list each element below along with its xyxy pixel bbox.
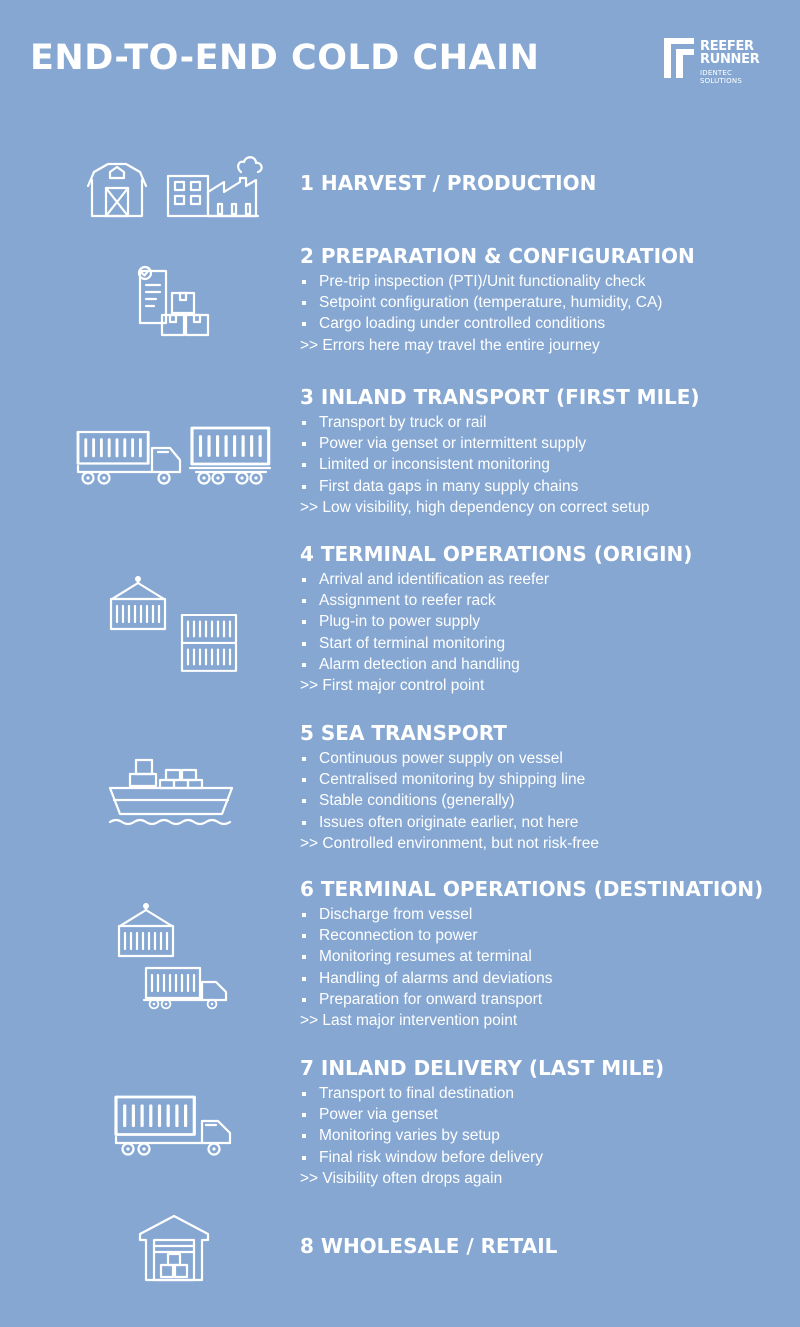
logo-line-1: REEFER	[700, 39, 754, 54]
bullet-item: Start of terminal monitoring	[300, 633, 692, 654]
bullet-item: Preparation for onward transport	[300, 989, 763, 1010]
crane-containers-icon	[108, 577, 240, 673]
reefer-runner-logo	[664, 38, 774, 85]
bullet-item: Cargo loading under controlled conditions	[300, 313, 695, 334]
bullet-item: Setpoint configuration (temperature, humidity, CA)	[300, 292, 695, 313]
step-6-terminal-destination	[0, 876, 800, 1036]
bullet-item: Centralised monitoring by shipping line	[300, 769, 599, 790]
bullet-item: Assignment to reefer rack	[300, 590, 692, 611]
bullet-item: Plug-in to power supply	[300, 611, 692, 632]
bullet-item: Monitoring resumes at terminal	[300, 946, 763, 967]
step-bullets	[300, 748, 599, 833]
step-4-terminal-origin	[0, 541, 800, 701]
bullet-item: Stable conditions (generally)	[300, 790, 599, 811]
step-note: >> Controlled environment, but not risk-free	[300, 834, 599, 852]
step-7-inland-delivery	[0, 1055, 800, 1190]
step-bullets	[300, 904, 763, 1010]
step-bullets	[300, 412, 700, 497]
step-title: 3 INLAND TRANSPORT (FIRST MILE)	[300, 385, 700, 409]
page-title: END-TO-END COLD CHAIN	[30, 38, 540, 78]
bullet-item: Handling of alarms and deviations	[300, 968, 763, 989]
step-title: 8 WHOLESALE / RETAIL	[300, 1234, 558, 1258]
truck-rail-icon	[76, 424, 272, 492]
bullet-item: Power via genset	[300, 1104, 664, 1125]
step-title: 5 SEA TRANSPORT	[300, 721, 507, 745]
logo-line-2: RUNNER	[700, 52, 760, 67]
bullet-item: Discharge from vessel	[300, 904, 763, 925]
step-title: 4 TERMINAL OPERATIONS (ORIGIN)	[300, 542, 693, 566]
barn-factory-icon	[86, 150, 266, 222]
bullet-item: Pre-trip inspection (PTI)/Unit functionality check	[300, 271, 695, 292]
reefer-runner-mark-icon	[664, 38, 694, 78]
bullet-item: Continuous power supply on vessel	[300, 748, 599, 769]
step-title: 1 HARVEST / PRODUCTION	[300, 171, 597, 195]
step-title: 7 INLAND DELIVERY (LAST MILE)	[300, 1056, 665, 1080]
bullet-item: Final risk window before delivery	[300, 1147, 664, 1168]
bullet-item: Issues often originate earlier, not here	[300, 812, 599, 833]
step-title: 6 TERMINAL OPERATIONS (DESTINATION)	[300, 877, 764, 901]
bullet-item: First data gaps in many supply chains	[300, 476, 700, 497]
bullet-item: Power via genset or intermittent supply	[300, 433, 700, 454]
bullet-item: Arrival and identification as reefer	[300, 569, 692, 590]
logo-line-3: IDENTEC SOLUTIONS	[700, 69, 742, 85]
step-3-inland-transport	[0, 384, 800, 519]
step-note: >> First major control point	[300, 677, 485, 695]
step-2-preparation	[0, 243, 800, 358]
step-bullets	[300, 1083, 664, 1168]
step-1-harvest	[0, 150, 800, 225]
bullet-item: Transport to final destination	[300, 1083, 664, 1104]
checklist-boxes-icon	[136, 267, 212, 342]
step-bullets	[300, 569, 692, 675]
warehouse-icon	[138, 1212, 210, 1284]
step-note: >> Visibility often drops again	[300, 1169, 503, 1187]
truck-icon	[114, 1095, 234, 1159]
step-bullets	[300, 271, 695, 335]
step-note: >> Low visibility, high dependency on correct setup	[300, 498, 650, 516]
step-8-wholesale-retail	[0, 1212, 800, 1287]
bullet-item: Reconnection to power	[300, 925, 763, 946]
bullet-item: Limited or inconsistent monitoring	[300, 454, 700, 475]
container-ship-icon	[108, 756, 236, 828]
step-5-sea-transport	[0, 720, 800, 855]
bullet-item: Transport by truck or rail	[300, 412, 700, 433]
crane-truck-icon	[116, 904, 228, 1012]
step-note: >> Last major intervention point	[300, 1012, 518, 1030]
bullet-item: Monitoring varies by setup	[300, 1125, 664, 1146]
bullet-item: Alarm detection and handling	[300, 654, 692, 675]
step-note: >> Errors here may travel the entire journey	[300, 336, 600, 354]
step-title: 2 PREPARATION & CONFIGURATION	[300, 244, 695, 268]
